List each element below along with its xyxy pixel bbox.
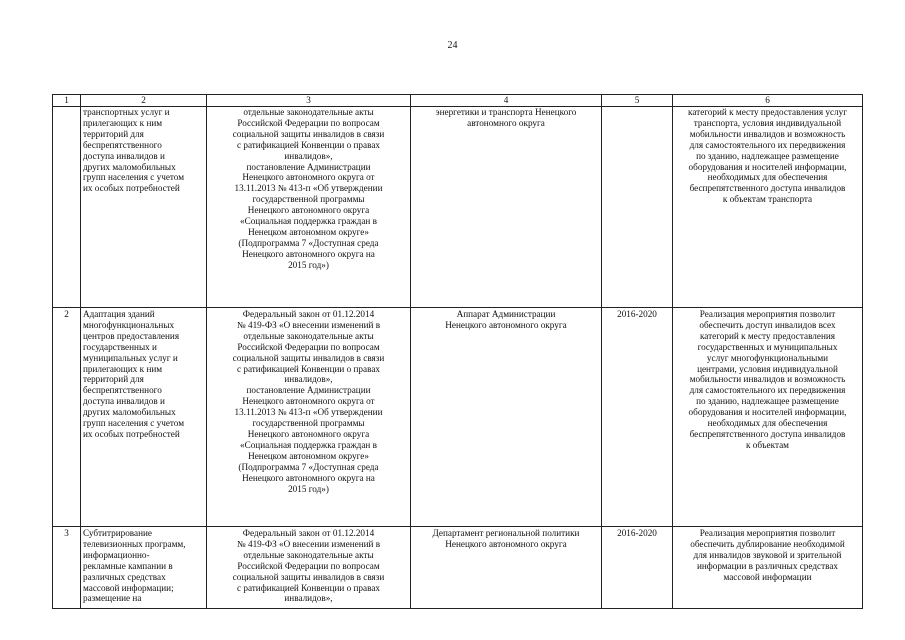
row-number-cell xyxy=(53,107,81,308)
cell-text-line: доступа инвалидов и xyxy=(83,150,165,161)
cell-text-line: к объектам транспорта xyxy=(722,194,813,205)
cell-text-line: оборудования и носителей информации, xyxy=(688,407,847,418)
cell-text-line: отдельные законодательные акты xyxy=(243,549,374,560)
cell-text-line: Реализация мероприятия позволит xyxy=(699,309,836,319)
table-row xyxy=(53,527,863,609)
column-header-6: 6 xyxy=(673,95,863,107)
period-cell xyxy=(602,107,673,308)
cell-text-line: беспрепятственного xyxy=(83,139,162,150)
cell-text-line: Ненецкого автономного округа от xyxy=(242,172,375,183)
cell-text-line: Российской Федерации по вопросам xyxy=(237,117,380,128)
expected-result-cell xyxy=(673,308,863,527)
page-number: 24 xyxy=(447,40,458,51)
expected-result-cell xyxy=(673,527,863,609)
cell-text-line: Реализация мероприятия позволит xyxy=(699,528,836,538)
cell-text-line: доступа инвалидов и xyxy=(83,396,165,407)
cell-text-line: их особых потребностей xyxy=(83,183,180,194)
cell-text-line: Ненецкого автономного округа xyxy=(445,538,567,549)
cell-text-line: «Социальная поддержка граждан в xyxy=(239,216,377,227)
cell-text-line: инвалидов», xyxy=(284,374,333,385)
cell-text-line: транспорта, условия индивидуальной xyxy=(693,117,842,128)
cell-text-line: инвалидов», xyxy=(284,150,333,161)
column-header-5: 5 xyxy=(602,95,673,107)
cell-text-line: Ненецком автономном округе» xyxy=(248,226,369,237)
activity-cell xyxy=(81,527,207,609)
cell-text-line: информационно- xyxy=(83,549,150,560)
cell-text-line: Адаптация зданий xyxy=(83,309,155,319)
cell-text-line: для инвалидов звуковой и зрительной xyxy=(693,549,842,560)
cell-text-line: обеспечить доступ инвалидов всех xyxy=(699,319,836,330)
cell-text-line: Аппарат Администрации xyxy=(456,309,556,319)
row-number-cell: 3 xyxy=(53,527,81,609)
cell-text-line: автономного округа xyxy=(467,117,545,128)
cell-text-line: рекламные кампании в xyxy=(83,560,173,571)
cell-text-line: Федеральный закон от 01.12.2014 xyxy=(242,528,375,538)
row-number-cell: 2 xyxy=(53,308,81,527)
cell-text-line: 2015 год») xyxy=(288,483,329,494)
cell-text-line: государственной программы xyxy=(252,194,365,205)
cell-text-line: 13.11.2013 № 413-п «Об утверждении xyxy=(234,183,383,194)
cell-text-line: энергетики и транспорта Ненецкого xyxy=(435,107,577,117)
cell-text-line: размещение на xyxy=(83,593,142,604)
cell-text-line: с ратификацией Конвенции о правах xyxy=(236,363,380,374)
column-header-1: 1 xyxy=(53,95,81,107)
cell-text-line: массовой информации xyxy=(723,571,812,582)
cell-text-line: Федеральный закон от 01.12.2014 xyxy=(242,309,375,319)
cell-text-line: с ратификацией Конвенции о правах xyxy=(236,582,380,593)
cell-text-line: других маломобильных xyxy=(83,161,176,172)
activity-cell xyxy=(81,308,207,527)
cell-text-line: их особых потребностей xyxy=(83,428,180,439)
legal-basis-cell xyxy=(207,308,411,527)
cell-text-line: Департамент региональной политики xyxy=(432,528,580,538)
cell-text-line: транспортных услуг и xyxy=(83,107,170,117)
executor-cell xyxy=(411,107,602,308)
cell-text-line: постановление Администрации xyxy=(246,161,371,172)
cell-text-line: необходимых для обеспечения xyxy=(707,418,828,429)
cell-text-line: оборудования и носителей информации, xyxy=(688,161,847,172)
cell-text-line: к объектам xyxy=(746,439,789,450)
legal-basis-cell xyxy=(207,107,411,308)
cell-text-line: Российской Федерации по вопросам xyxy=(237,341,380,352)
cell-text-line: территорий для xyxy=(83,128,144,139)
cell-text-line: по зданию, надлежащее размещение xyxy=(696,396,839,407)
cell-text-line: беспрепятственного доступа инвалидов xyxy=(689,183,846,194)
cell-text-line: № 419-ФЗ «О внесении изменений в xyxy=(236,319,381,330)
cell-text-line: № 419-ФЗ «О внесении изменений в xyxy=(236,538,381,549)
cell-text-line: категорий к месту предоставления xyxy=(699,330,836,341)
cell-text-line: центрами, условия индивидуальной xyxy=(697,363,838,374)
cell-text-line: Ненецкого автономного округа от xyxy=(242,396,375,407)
cell-text-line: беспрепятственного доступа инвалидов xyxy=(689,428,846,439)
expected-result-cell xyxy=(673,107,863,308)
cell-text-line: (Подпрограмма 7 «Доступная среда xyxy=(238,461,379,472)
cell-text-line: для самостоятельного их передвижения xyxy=(689,385,846,396)
cell-text-line: различных средствах xyxy=(83,571,166,582)
cell-text-line: массовой информации; xyxy=(83,582,174,593)
column-header-4: 4 xyxy=(411,95,602,107)
table-row xyxy=(53,308,863,527)
cell-text-line: обеспечить дублирование необходимой xyxy=(690,538,845,549)
executor-cell xyxy=(411,527,602,609)
cell-text-line: необходимых для обеспечения xyxy=(707,172,828,183)
cell-text-line: территорий для xyxy=(83,374,144,385)
cell-text-line: по зданию, надлежащее размещение xyxy=(696,150,839,161)
cell-text-line: многофункциональных xyxy=(83,319,175,330)
cell-text-line: Ненецкого автономного округа xyxy=(247,428,370,439)
cell-text-line: мобильности инвалидов и возможность xyxy=(689,128,846,139)
cell-text-line: групп населения с учетом xyxy=(83,172,185,183)
cell-text-line: беспрепятственного xyxy=(83,385,162,396)
cell-text-line: Российской Федерации по вопросам xyxy=(237,560,380,571)
period-cell: 2016-2020 xyxy=(602,527,673,609)
cell-text-line: для самостоятельного их передвижения xyxy=(689,139,846,150)
cell-text-line: постановление Администрации xyxy=(246,385,371,396)
cell-text-line: Ненецкого автономного округа xyxy=(445,319,567,330)
cell-text-line: категорий к месту предоставления услуг xyxy=(688,107,847,117)
cell-text-line: мобильности инвалидов и возможность xyxy=(689,374,846,385)
cell-text-line: информации в различных средствах xyxy=(696,560,839,571)
cell-text-line: отдельные законодательные акты xyxy=(243,330,374,341)
cell-text-line: государственной программы xyxy=(252,418,365,429)
cell-text-line: Ненецкого автономного округа на xyxy=(242,472,375,483)
cell-text-line: других маломобильных xyxy=(83,407,176,418)
column-header-2: 2 xyxy=(81,95,207,107)
cell-text-line: отдельные законодательные акты xyxy=(243,107,374,117)
cell-text-line: (Подпрограмма 7 «Доступная среда xyxy=(238,237,379,248)
cell-text-line: социальной защиты инвалидов в связи xyxy=(232,571,385,582)
cell-text-line: социальной защиты инвалидов в связи xyxy=(232,128,385,139)
cell-text-line: Ненецкого автономного округа на xyxy=(242,248,375,259)
cell-text-line: инвалидов», xyxy=(284,593,333,604)
cell-text-line: услуг многофункциональными xyxy=(706,352,829,363)
activity-cell xyxy=(81,107,207,308)
cell-text-line: групп населения с учетом xyxy=(83,418,185,429)
cell-text-line: «Социальная поддержка граждан в xyxy=(239,439,377,450)
cell-text-line: Ненецкого автономного округа xyxy=(247,205,370,216)
cell-text-line: 13.11.2013 № 413-п «Об утверждении xyxy=(234,407,383,418)
period-cell: 2016-2020 xyxy=(602,308,673,527)
cell-text-line: социальной защиты инвалидов в связи xyxy=(232,352,385,363)
cell-text-line: муниципальных услуг и xyxy=(83,352,178,363)
executor-cell xyxy=(411,308,602,527)
cell-text-line: Ненецком автономном округе» xyxy=(248,450,369,461)
legal-basis-cell xyxy=(207,527,411,609)
table-row xyxy=(53,107,863,308)
cell-text-line: центров предоставления xyxy=(83,330,180,341)
cell-text-line: государственных и муниципальных xyxy=(697,341,838,352)
cell-text-line: телевизионных программ, xyxy=(83,538,186,549)
column-header-3: 3 xyxy=(207,95,411,107)
cell-text-line: с ратификацией Конвенции о правах xyxy=(236,139,380,150)
cell-text-line: прилегающих к ним xyxy=(83,363,163,374)
table-header-row xyxy=(53,95,863,107)
cell-text-line: Субтитрирование xyxy=(83,528,153,538)
cell-text-line: прилегающих к ним xyxy=(83,117,163,128)
measures-table xyxy=(52,94,863,609)
cell-text-line: 2015 год») xyxy=(288,259,329,270)
cell-text-line: государственных и xyxy=(83,341,157,352)
